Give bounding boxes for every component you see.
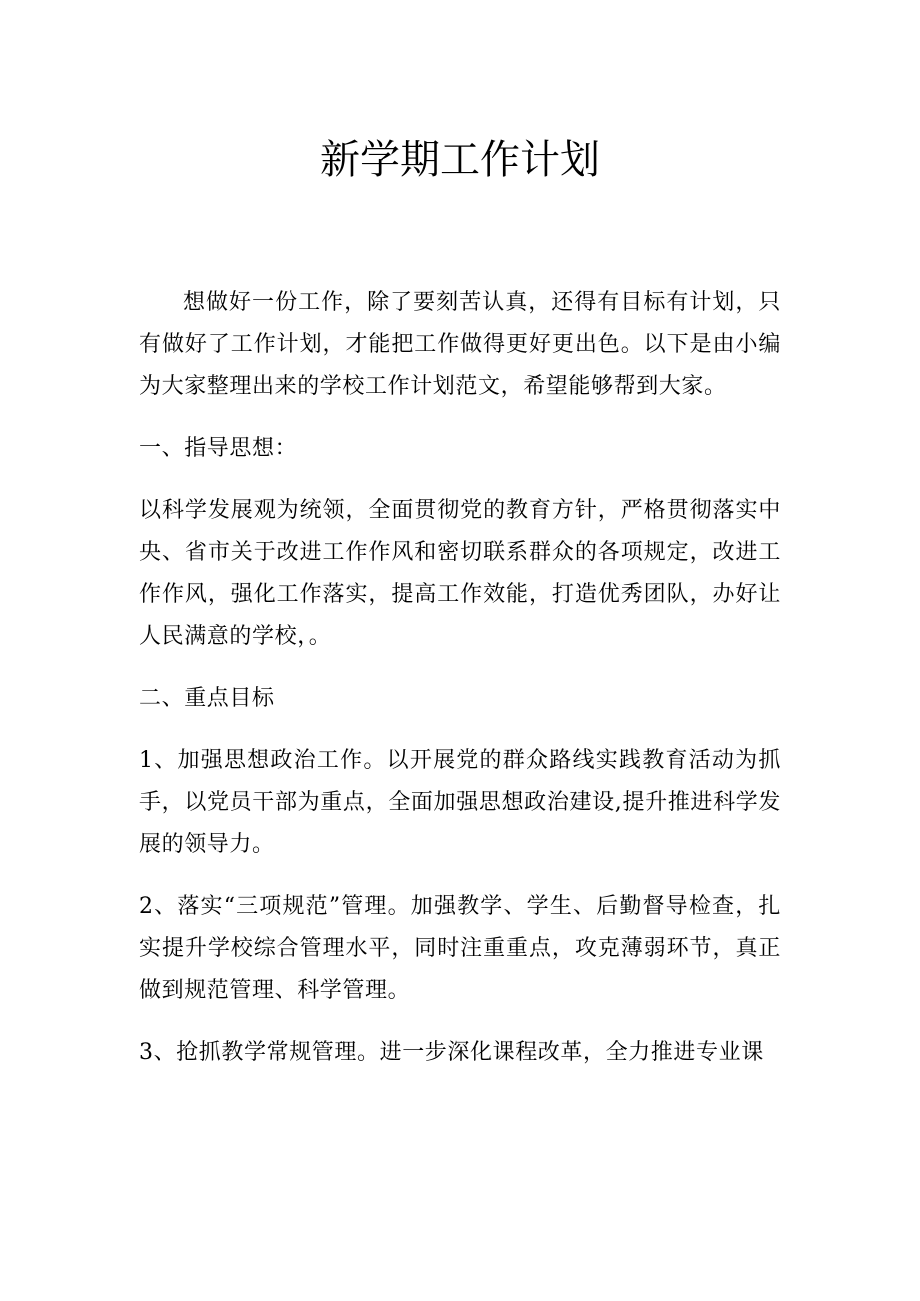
guiding-ideology-paragraph: 以科学发展观为统领，全面贯彻党的教育方针，严格贯彻落实中央、省市关于改进工作作风和密切联系群众的各项规定，改进工作作风，强化工作落实，提高工作效能，打造优秀团队，办好让人民满意的学校，。 (139, 498, 781, 649)
goal-item-1: 1、加强思想政治工作。以开展党的群众路线实践教育活动为抓手，以党员干部为重点，全面加强思想政治建设,提升推进科学发展的领导力。 (139, 748, 781, 857)
intro-paragraph: 想做好一份工作，除了要刻苦认真，还得有目标有计划，只有做好了工作计划，才能把工作做得更好更出色。以下是由小编为大家整理出来的学校工作计划范文，希望能够帮到大家。 (139, 290, 781, 399)
document-body (139, 282, 781, 1094)
goal-item-3: 3、抢抓教学常规管理。进一步深化课程改革，全力推进专业课 (139, 1040, 764, 1065)
section-heading-key-goals: 二、重点目标 (139, 686, 275, 711)
section-heading-guiding-ideology: 一、指导思想： (139, 436, 298, 461)
goal-item-2: 2、落实“三项规范”管理。加强教学、学生、后勤督导检查，扎实提升学校综合管理水平，同时注重重点，攻克薄弱环节，真正做到规范管理、科学管理。 (139, 894, 781, 1003)
document-title: 新学期工作计划 (320, 137, 600, 183)
